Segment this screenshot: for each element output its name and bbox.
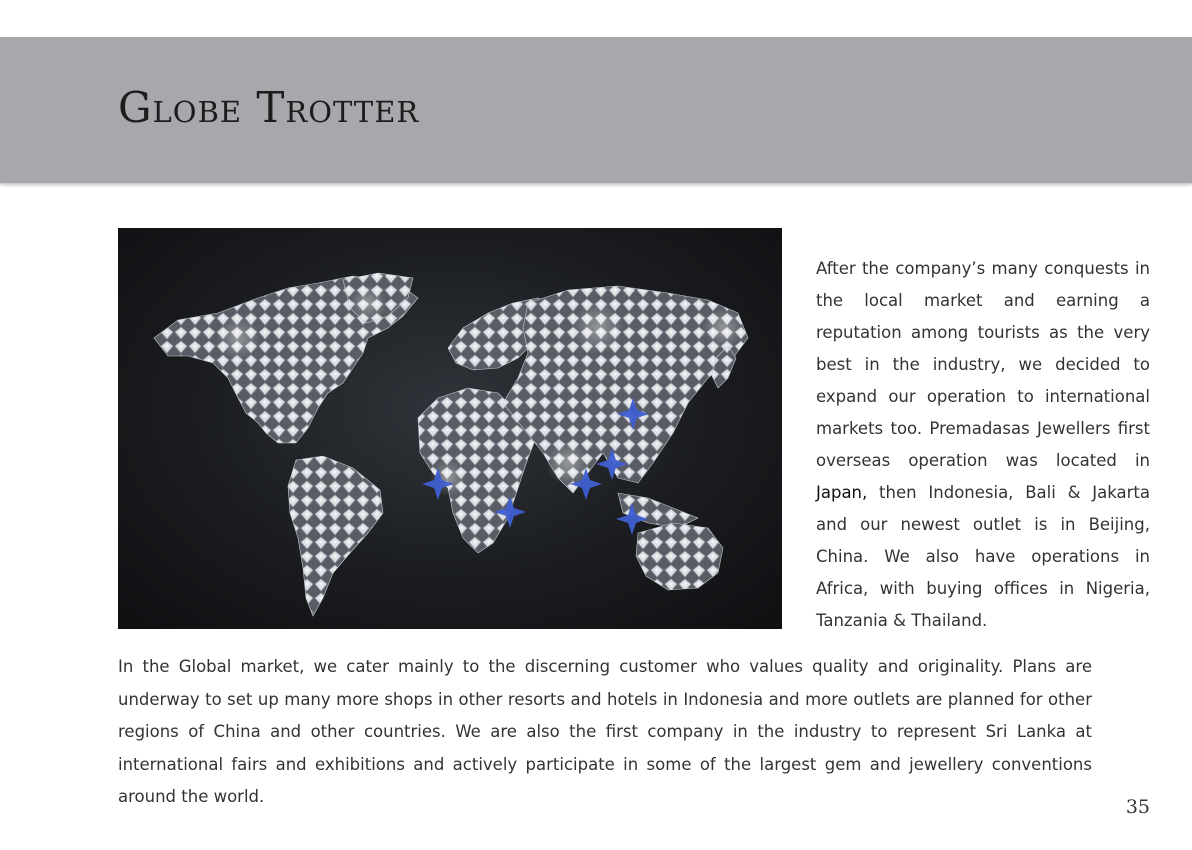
page-title: Globe Trotter <box>118 83 420 132</box>
intro-paragraph <box>816 253 1150 637</box>
south-america-shape <box>288 456 383 616</box>
japan-highlight: Japan, <box>816 483 868 502</box>
australia-shape <box>636 523 723 590</box>
diamond-world-map <box>118 228 782 629</box>
intro-text-end: then Indonesia, Bali & Jakarta and our newest outlet is in Beijing, China. We also have operations in Africa, with buying offices in Nigeria, Tanzania & Thailand. <box>816 483 1150 630</box>
global-market-paragraph: In the Global market, we cater mainly to the discerning customer who values quality and originality. Plans are underway to set up many more shops in other resorts and hotels in Indonesia and more outlets are planned for other regions of China and other countries. We are also the first company in the industry to represent Sri Lanka at international fairs and exhibitions and actively participate in some of the largest gem and jewellery conventions around the world. <box>118 657 1092 806</box>
page-number: 35 <box>1125 796 1150 818</box>
intro-text-start: After the company’s many conquests in the local market and earning a reputation among tourists as the very best in the industry, we decided to expand our operation to international markets too. Premadasas Jewellers first overseas operation was located in <box>816 259 1150 470</box>
